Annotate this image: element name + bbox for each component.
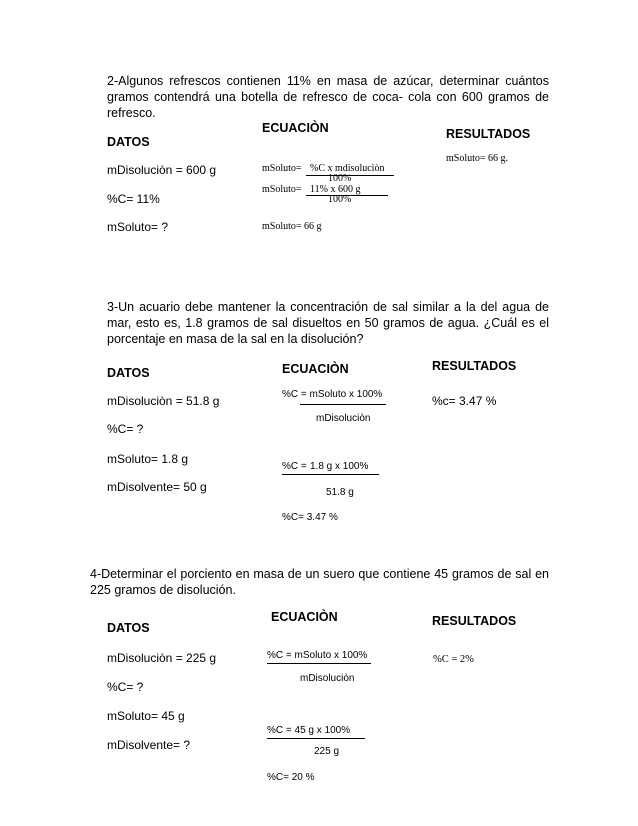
p3-resultados-heading: RESULTADOS [432,359,517,373]
p2-eq-line2-numerator: 11% x 600 g [310,184,361,195]
p4-ecuacion-heading: ECUACIÒN [271,610,338,624]
p2-datos-heading: DATOS [107,135,150,149]
p4-eq-formula-numerator: %C = mSoluto x 100% [267,650,368,661]
p4-eq-sub-fraction-bar [267,738,365,739]
p2-resultado: mSoluto= 66 g. [446,153,509,164]
p3-dato-porcentaje: %C= ? [107,422,144,436]
p3-dato-soluto: mSoluto= 1.8 g [107,452,189,466]
p2-eq-line2-denominator: 100% [328,194,352,205]
p3-datos-heading: DATOS [107,366,150,380]
p2-eq-result: mSoluto= 66 g [262,221,322,232]
p3-eq-formula-denominator: mDisoluciòn [316,413,371,424]
p2-ecuacion-heading: ECUACIÒN [262,121,329,135]
p4-eq-formula-denominator: mDisoluciòn [300,673,355,684]
p3-dato-disolvente: mDisolvente= 50 g [107,480,207,494]
p2-dato-porcentaje: %C= 11% [107,192,160,206]
p4-eq-formula-fraction-bar [267,663,371,664]
problem-4-statement: 4-Determinar el porciento en masa de un suero que contiene 45 gramos de sal en 225 gramos de disolución. [90,567,549,597]
p4-eq-sub-denominator: 225 g [314,746,340,757]
p2-eq-line1-numerator: %C x mdisoluciòn [310,163,385,174]
p3-eq-result: %C= 3.47 % [282,512,338,523]
p3-resultado: %c= 3.47 % [432,394,497,408]
p2-eq-line1-label: mSoluto= [262,163,302,174]
p3-eq-formula-numerator: %C = mSoluto x 100% [282,389,383,400]
p2-resultados-heading: RESULTADOS [446,127,531,141]
p4-resultado: %C = 2% [433,654,474,665]
p4-datos-heading: DATOS [107,621,150,635]
p2-eq-line1-denominator: 100% [328,173,352,184]
p2-eq-line2-label: mSoluto= [262,184,302,195]
p4-eq-result: %C= 20 % [267,772,315,783]
p3-eq-sub-label: %C = [282,461,307,472]
p3-eq-formula-fraction-bar [300,404,386,405]
p4-dato-disolucion: mDisoluciòn = 225 g [107,651,217,665]
p2-dato-soluto: mSoluto= ? [107,220,169,234]
p3-eq-sub-numerator: 1.8 g x 100% [310,461,369,472]
p3-dato-disolucion: mDisoluciòn = 51.8 g [107,394,220,408]
p3-eq-sub-fraction-bar [282,474,379,475]
p4-resultados-heading: RESULTADOS [432,614,517,628]
p3-ecuacion-heading: ECUACIÒN [282,362,349,376]
p4-eq-sub-numerator: %C = 45 g x 100% [267,725,351,736]
problem-3-statement: 3-Un acuario debe mantener la concentración de sal similar a la del agua de mar, esto es, 1.8 gramos de sal disueltos en 50 gramos de agua. ¿Cuál es el porcentaje en masa de la sal en la disolución? [107,300,549,346]
p4-dato-soluto: mSoluto= 45 g [107,709,185,723]
p4-dato-disolvente: mDisolvente= ? [107,738,191,752]
problem-2-statement: 2-Algunos refrescos contienen 11% en masa de azúcar, determinar cuántos gramos contendrá una botella de refresco de coca- cola con 600 gramos de refresco. [107,74,549,120]
p2-dato-disolucion: mDisoluciòn = 600 g [107,163,217,177]
p3-eq-sub-denominator: 51.8 g [326,487,354,498]
p4-dato-porcentaje: %C= ? [107,680,144,694]
